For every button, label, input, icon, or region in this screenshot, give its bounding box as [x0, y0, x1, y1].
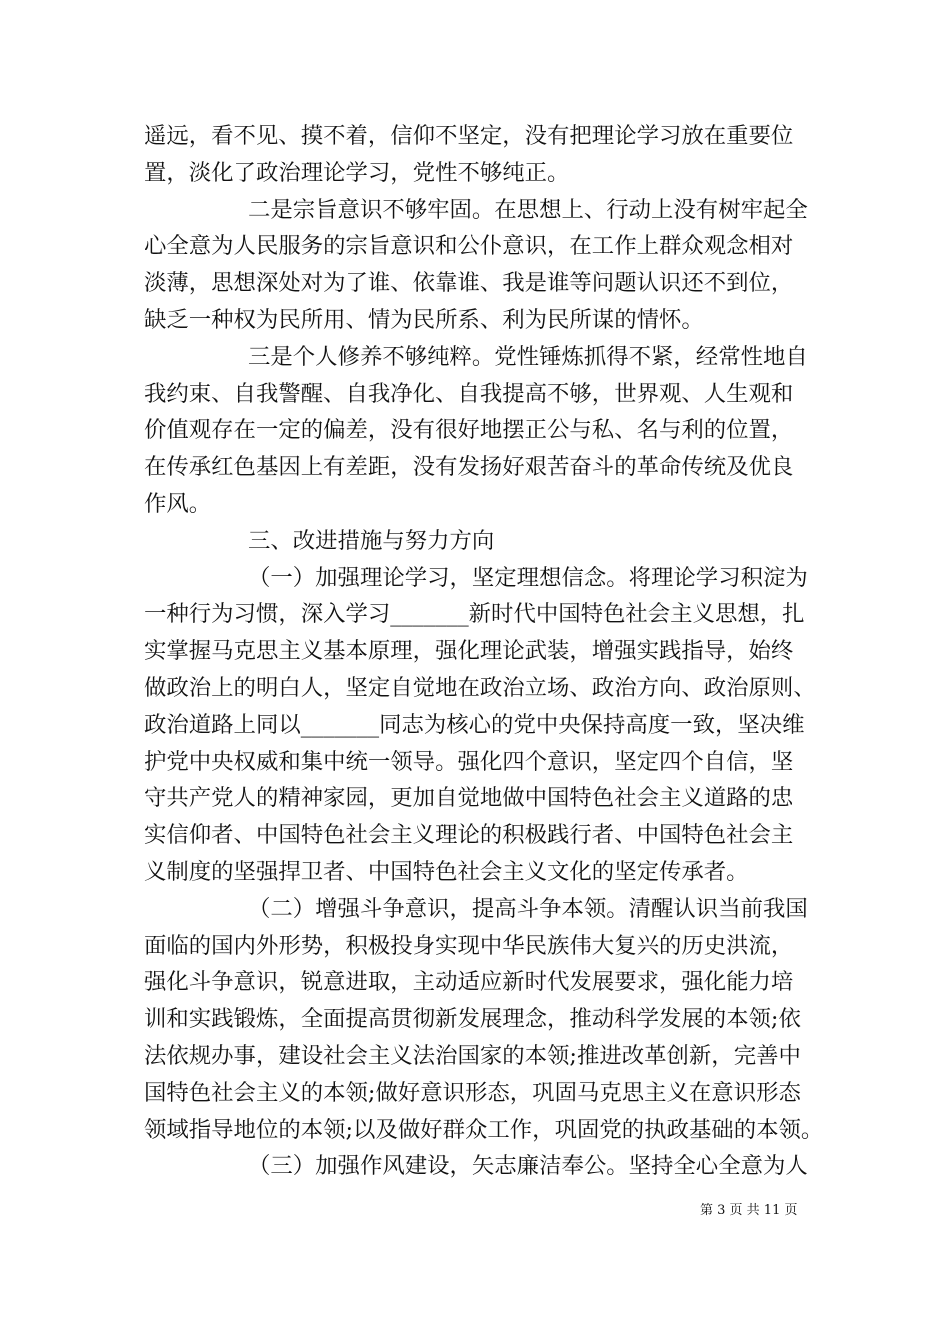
paragraph-line: 义制度的坚强捍卫者、中国特色社会主义文化的坚定传承者。 [144, 858, 749, 885]
paragraph-line: 置，淡化了政治理论学习，党性不够纯正。 [144, 159, 570, 186]
page-number-footer: 第 3 页 共 11 页 [700, 1203, 798, 1218]
paragraph-line: 遥远，看不见、摸不着，信仰不坚定，没有把理论学习放在重要位 [144, 123, 794, 149]
paragraph-line: 领域指导地位的本领;以及做好群众工作，巩固党的执政基础的本领。 [144, 1116, 824, 1143]
paragraph-line: 三是个人修养不够纯粹。党性锤炼抓得不紧，经常性地自 [248, 343, 808, 370]
section-heading: 三、改进措施与努力方向 [248, 527, 495, 554]
paragraph-line: （三）加强作风建设，矢志廉洁奉公。坚持全心全意为人 [248, 1153, 808, 1180]
paragraph-line: 面临的国内外形势，积极投身实现中华民族伟大复兴的历史洪流， [144, 932, 794, 959]
paragraph-line: 守共产党人的精神家园，更加自觉地做中国特色社会主义道路的忠 [144, 785, 794, 812]
paragraph-line: （一）加强理论学习，坚定理想信念。将理论学习积淀为 [248, 564, 808, 591]
paragraph-line: 法依规办事，建设社会主义法治国家的本领;推进改革创新，完善中 [144, 1042, 801, 1069]
paragraph-line: 护党中央权威和集中统一领导。强化四个意识，坚定四个自信，坚 [144, 748, 794, 775]
paragraph-line: 在传承红色基因上有差距，没有发扬好艰苦奋斗的革命传统及优良 [144, 454, 794, 481]
paragraph-line: 实信仰者、中国特色社会主义理论的积极践行者、中国特色社会主 [144, 822, 794, 849]
paragraph-line: 强化斗争意识，锐意进取，主动适应新时代发展要求，强化能力培 [144, 969, 794, 996]
paragraph-line: 作风。 [144, 490, 212, 517]
paragraph-line: 心全意为人民服务的宗旨意识和公仆意识，在工作上群众观念相对 [144, 233, 794, 260]
document-body [144, 118, 824, 1185]
paragraph-line: 二是宗旨意识不够牢固。在思想上、行动上没有树牢起全 [248, 196, 808, 223]
paragraph-line: 淡薄，思想深处对为了谁、依靠谁、我是谁等问题认识还不到位， [144, 270, 794, 297]
paragraph-line: 政治道路上同以_______同志为核心的党中央保持高度一致，坚决维 [144, 711, 805, 738]
paragraph-line: 我约束、自我警醒、自我净化、自我提高不够，世界观、人生观和 [144, 380, 794, 407]
paragraph-line: 训和实践锻炼，全面提高贯彻新发展理念，推动科学发展的本领;依 [144, 1006, 801, 1033]
paragraph-line: （二）增强斗争意识，提高斗争本领。清醒认识当前我国 [248, 895, 808, 922]
paragraph-line: 实掌握马克思主义基本原理，强化理论武装，增强实践指导，始终 [144, 638, 794, 665]
paragraph-line: 价值观存在一定的偏差，没有很好地摆正公与私、名与利的位置， [144, 417, 794, 444]
paragraph-line: 缺乏一种权为民所用、情为民所系、利为民所谋的情怀。 [144, 306, 704, 333]
paragraph-line: 一种行为习惯，深入学习_______新时代中国特色社会主义思想，扎 [144, 601, 805, 628]
paragraph-line: 国特色社会主义的本领;做好意识形态，巩固马克思主义在意识形态 [144, 1079, 801, 1106]
paragraph-line: 做政治上的明白人，坚定自觉地在政治立场、政治方向、政治原则、 [144, 674, 816, 701]
